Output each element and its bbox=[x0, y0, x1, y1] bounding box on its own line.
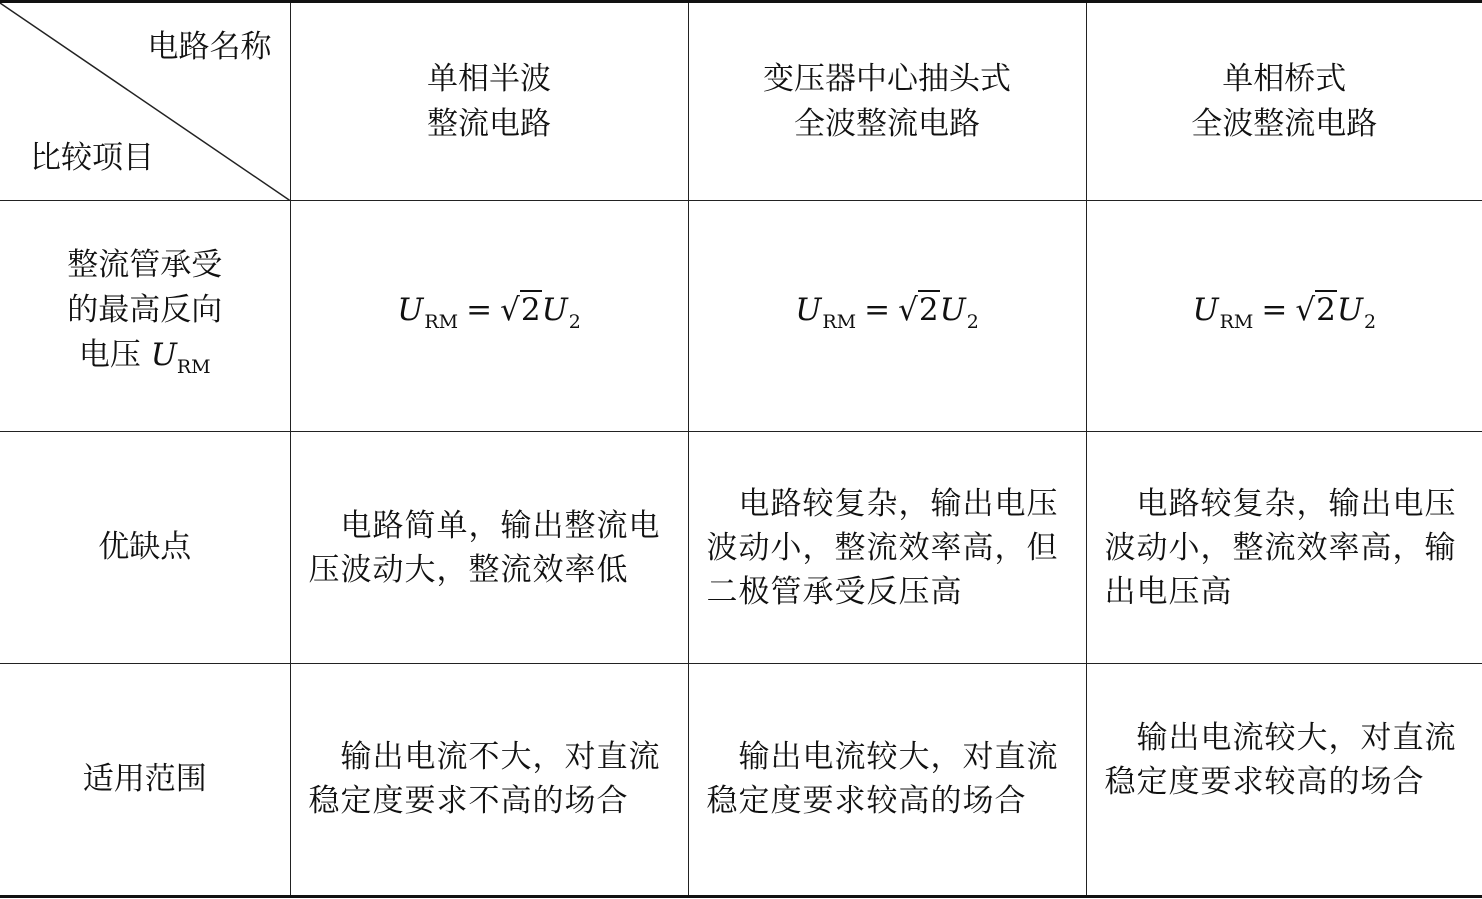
formula-lhs-sub: RM bbox=[1219, 311, 1254, 334]
header-center-tap-line2: 全波整流电路 bbox=[794, 105, 980, 142]
circuit-name-header: 电路名称 bbox=[147, 29, 272, 65]
pros-cons-center-tap-text: 电路较复杂，输出电压波动小，整流效率高，但二极管承受反压高 bbox=[706, 485, 1059, 610]
voltage-label-line1: 整流管承受 bbox=[67, 246, 223, 283]
header-bridge-line1: 单相桥式 bbox=[1222, 60, 1347, 97]
formula-lhs-sub: RM bbox=[424, 311, 459, 334]
formula-rhs: U bbox=[1336, 292, 1363, 329]
formula-radicand: 2 bbox=[918, 292, 939, 329]
scope-bridge-text: 输出电流较大，对直流稳定度要求较高的场合 bbox=[1104, 719, 1457, 800]
voltage-row bbox=[0, 201, 1482, 432]
voltage-label-line3 bbox=[0, 333, 290, 390]
formula-radicand: 2 bbox=[520, 292, 541, 329]
formula-rhs: U bbox=[939, 292, 966, 329]
formula-rhs-sub: 2 bbox=[1363, 311, 1377, 334]
formula-rhs: U bbox=[541, 292, 568, 329]
header-bridge bbox=[1086, 2, 1482, 201]
voltage-label-line2: 的最高反向 bbox=[67, 291, 223, 328]
voltage-label-symbol: U bbox=[150, 336, 177, 373]
header-row bbox=[0, 2, 1482, 201]
pros-cons-half-wave bbox=[290, 432, 688, 663]
scope-row bbox=[0, 663, 1482, 896]
formula-half-wave bbox=[290, 201, 688, 432]
formula-sqrt: √ bbox=[898, 292, 918, 329]
scope-center-tap-text: 输出电流较大，对直流稳定度要求较高的场合 bbox=[706, 739, 1059, 820]
scope-half-wave bbox=[290, 663, 688, 896]
pros-cons-row bbox=[0, 432, 1482, 663]
pros-cons-half-wave-text: 电路简单，输出整流电压波动大，整流效率低 bbox=[308, 507, 661, 588]
formula-rhs-sub: 2 bbox=[966, 311, 979, 334]
diagonal-header-cell bbox=[0, 2, 290, 201]
scope-bridge bbox=[1086, 663, 1482, 896]
scope-label: 适用范围 bbox=[0, 663, 290, 896]
pros-cons-bridge-text: 电路较复杂，输出电压波动小，整流效率高，输出电压高 bbox=[1104, 485, 1457, 610]
formula-lhs-sub: RM bbox=[822, 311, 857, 334]
formula-lhs: U bbox=[1192, 292, 1219, 329]
formula-radicand: 2 bbox=[1316, 292, 1336, 329]
header-half-wave-line2: 整流电路 bbox=[427, 105, 551, 142]
header-center-tap-line1: 变压器中心抽头式 bbox=[763, 60, 1011, 97]
formula-rhs-sub: 2 bbox=[568, 311, 581, 334]
formula-eq: = bbox=[864, 292, 891, 329]
formula-sqrt: √ bbox=[1295, 292, 1316, 329]
formula-eq: = bbox=[1261, 292, 1288, 329]
formula-sqrt: √ bbox=[500, 292, 520, 329]
header-half-wave bbox=[290, 2, 688, 201]
formula-center-tap bbox=[688, 201, 1086, 432]
voltage-row-label bbox=[0, 201, 290, 432]
formula-eq: = bbox=[466, 292, 493, 329]
scope-center-tap bbox=[688, 663, 1086, 896]
formula-bridge bbox=[1086, 201, 1482, 432]
voltage-label-prefix: 电压 bbox=[78, 336, 141, 373]
header-center-tap bbox=[688, 2, 1086, 201]
voltage-label-sub: RM bbox=[176, 355, 211, 378]
pros-cons-label: 优缺点 bbox=[0, 432, 290, 663]
scope-half-wave-text: 输出电流不大，对直流稳定度要求不高的场合 bbox=[308, 739, 661, 820]
compare-item-header: 比较项目 bbox=[30, 140, 154, 177]
header-bridge-line2: 全波整流电路 bbox=[1191, 105, 1378, 142]
pros-cons-center-tap bbox=[688, 432, 1086, 663]
pros-cons-bridge bbox=[1086, 432, 1482, 663]
formula-lhs: U bbox=[795, 292, 822, 329]
header-half-wave-line1: 单相半波 bbox=[427, 60, 551, 97]
formula-lhs: U bbox=[397, 292, 424, 329]
